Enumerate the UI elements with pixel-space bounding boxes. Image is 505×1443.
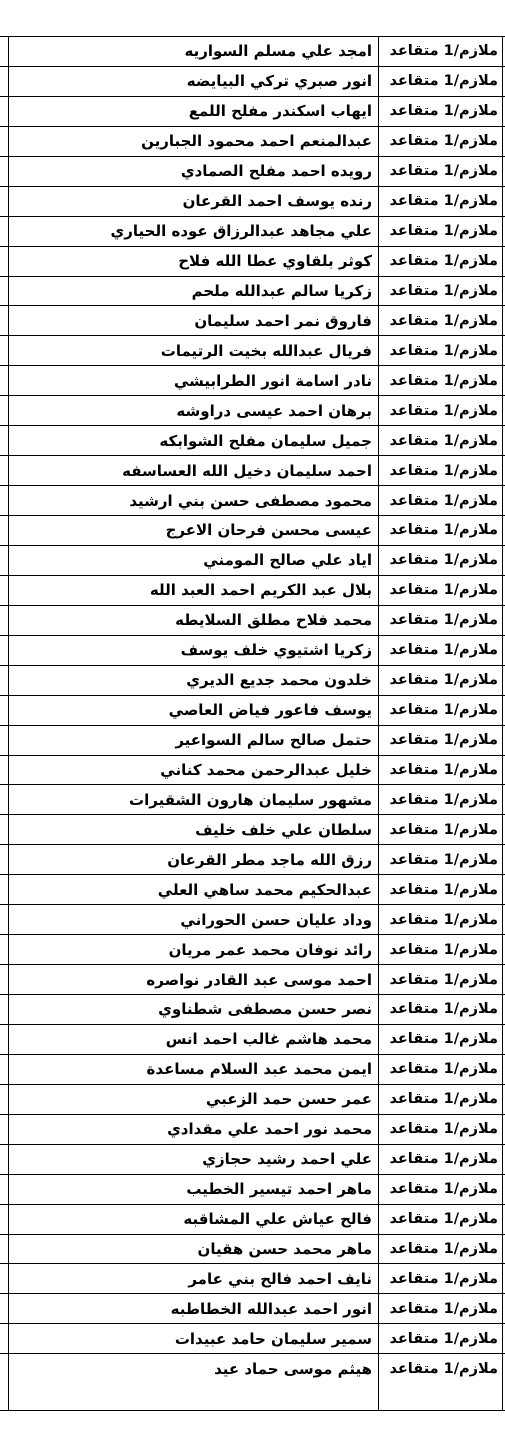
rank-cell: ملازم/1 متقاعد (389, 732, 498, 749)
rank-cell: ملازم/1 متقاعد (389, 1330, 498, 1347)
table-row (0, 277, 505, 307)
name-cell: ماهر احمد تيسير الخطيب (186, 1180, 372, 1199)
name-cell: مشهور سليمان هارون الشقيرات (129, 790, 372, 809)
name-cell: انور صبري تركي البيايضه (186, 72, 372, 91)
rank-cell: ملازم/1 متقاعد (389, 312, 498, 329)
name-cell: نصر حسن مصطفى شطناوي (158, 1000, 372, 1019)
rank-cell: ملازم/1 متقاعد (389, 282, 498, 299)
name-cell: سلطان علي خلف خليف (195, 820, 372, 839)
rank-cell: ملازم/1 متقاعد (389, 1151, 498, 1168)
table-row (0, 1294, 505, 1324)
table-row (0, 1324, 505, 1354)
rank-cell: ملازم/1 متقاعد (389, 642, 498, 659)
name-cell: احمد سليمان دخيل الله العساسفه (122, 461, 372, 480)
table-row (0, 37, 505, 67)
table-row (0, 157, 505, 187)
rank-cell: ملازم/1 متقاعد (389, 612, 498, 629)
table-row (0, 995, 505, 1025)
rank-cell: ملازم/1 متقاعد (389, 851, 498, 868)
rank-cell: ملازم/1 متقاعد (389, 821, 498, 838)
rank-cell: ملازم/1 متقاعد (389, 402, 498, 419)
table-body (0, 37, 505, 1384)
table-row (0, 546, 505, 576)
table-row (0, 396, 505, 426)
rank-cell: ملازم/1 متقاعد (389, 522, 498, 539)
name-cell: ماهر محمد حسن هقيان (197, 1239, 372, 1258)
table-row (0, 67, 505, 97)
rank-cell: ملازم/1 متقاعد (389, 1211, 498, 1228)
rank-cell: ملازم/1 متقاعد (389, 971, 498, 988)
rank-cell: ملازم/1 متقاعد (389, 941, 498, 958)
rank-cell: ملازم/1 متقاعد (389, 881, 498, 898)
table-row (0, 1085, 505, 1115)
rank-cell: ملازم/1 متقاعد (389, 462, 498, 479)
rank-cell: ملازم/1 متقاعد (389, 672, 498, 689)
name-cell: عمر حسن حمد الزعبي (205, 1090, 372, 1109)
table-row (0, 366, 505, 396)
rank-cell: ملازم/1 متقاعد (389, 253, 498, 270)
table-row (0, 1115, 505, 1145)
rank-cell: ملازم/1 متقاعد (389, 1061, 498, 1078)
rank-cell: ملازم/1 متقاعد (389, 1240, 498, 1257)
name-cell: زكريا سالم عبدالله ملحم (191, 281, 372, 300)
name-cell: برهان احمد عيسى دراوشه (176, 401, 372, 420)
table-row (0, 666, 505, 696)
name-cell: خلدون محمد جديع الديري (186, 671, 372, 690)
table-row (0, 756, 505, 786)
name-cell: محمد فلاح مطلق السلايطه (175, 611, 372, 630)
table-row (0, 726, 505, 756)
table-row (0, 636, 505, 666)
name-cell: نادر اسامة انور الطرابيشي (173, 371, 372, 390)
name-cell: جميل سليمان مفلح الشوابكه (159, 431, 372, 450)
name-cell: امجد علي مسلم السواريه (184, 42, 372, 61)
table-row (0, 606, 505, 636)
table-row (0, 217, 505, 247)
table-row (0, 905, 505, 935)
rank-cell: ملازم/1 متقاعد (389, 223, 498, 240)
name-cell: رويده احمد مفلح الصمادي (180, 162, 372, 181)
rank-cell: ملازم/1 متقاعد (389, 1001, 498, 1018)
rank-cell: ملازم/1 متقاعد (389, 163, 498, 180)
table-row (0, 965, 505, 995)
name-cell: نايف احمد فالح بني عامر (188, 1269, 372, 1288)
rank-cell: ملازم/1 متقاعد (389, 582, 498, 599)
name-cell: هيثم موسى حماد عيد (214, 1360, 372, 1379)
name-cell: عبدالحكيم محمد ساهي العلي (157, 880, 372, 899)
table-row (0, 935, 505, 965)
rank-cell: ملازم/1 متقاعد (389, 133, 498, 150)
name-cell: عيسى محسن فرحان الاعرج (165, 521, 372, 540)
name-cell: محمد نور احمد علي مقدادي (167, 1120, 372, 1139)
table-row (0, 1145, 505, 1175)
rank-cell: ملازم/1 متقاعد (389, 1361, 498, 1378)
rank-cell: ملازم/1 متقاعد (389, 193, 498, 210)
table-row (0, 576, 505, 606)
rank-cell: ملازم/1 متقاعد (389, 43, 498, 60)
rank-cell: ملازم/1 متقاعد (389, 432, 498, 449)
rank-cell: ملازم/1 متقاعد (389, 1031, 498, 1048)
name-cell: كوثر بلقاوي عطا الله فلاح (178, 252, 372, 271)
name-cell: احمد موسى عبد القادر نواصره (146, 970, 372, 989)
name-cell: رزق الله ماجد مطر القرعان (167, 850, 372, 869)
table-row (0, 456, 505, 486)
name-cell: وداد عليان حسن الحوراني (180, 910, 372, 929)
name-cell: رائد نوفان محمد عمر مريان (168, 940, 372, 959)
rank-cell: ملازم/1 متقاعد (389, 1121, 498, 1138)
table-row (0, 1354, 505, 1384)
table-row (0, 1175, 505, 1205)
name-cell: علي مجاهد عبدالرزاق عوده الحياري (110, 222, 372, 241)
rank-cell: ملازم/1 متقاعد (389, 1300, 498, 1317)
rank-cell: ملازم/1 متقاعد (389, 73, 498, 90)
name-cell: رنده يوسف احمد القرعان (182, 192, 372, 211)
table-row (0, 187, 505, 217)
rank-cell: ملازم/1 متقاعد (389, 702, 498, 719)
name-cell: انور احمد عبدالله الخطاطبه (170, 1299, 372, 1318)
table-row (0, 1235, 505, 1265)
name-cell: حتمل صالح سالم السواعير (175, 731, 372, 750)
name-cell: محمود مصطفى حسن بني ارشيد (129, 491, 372, 510)
rank-cell: ملازم/1 متقاعد (389, 791, 498, 808)
rank-cell: ملازم/1 متقاعد (389, 1091, 498, 1108)
rank-cell: ملازم/1 متقاعد (389, 1270, 498, 1287)
table-row (0, 127, 505, 157)
table-row (0, 336, 505, 366)
table-row (0, 785, 505, 815)
rank-cell: ملازم/1 متقاعد (389, 761, 498, 778)
table-row (0, 426, 505, 456)
table-row (0, 815, 505, 845)
name-cell: يوسف فاعور فياض العاصي (168, 701, 372, 720)
name-cell: فريال عبدالله بخيت الرتيمات (160, 341, 372, 360)
rank-cell: ملازم/1 متقاعد (389, 1181, 498, 1198)
rank-cell: ملازم/1 متقاعد (389, 492, 498, 509)
name-cell: بلال عبد الكريم احمد العبد الله (149, 581, 372, 600)
table-row (0, 1055, 505, 1085)
table-row (0, 1025, 505, 1055)
rank-cell: ملازم/1 متقاعد (389, 552, 498, 569)
name-cell: زكريا اشتيوي خلف يوسف (180, 641, 372, 660)
table-row (0, 247, 505, 277)
name-cell: سمير سليمان حامد عبيدات (174, 1329, 372, 1348)
name-cell: فالح عياش علي المشاقبه (183, 1210, 372, 1229)
table-row (0, 845, 505, 875)
name-cell: علي احمد رشيد حجازي (202, 1150, 372, 1169)
table-row (0, 486, 505, 516)
name-cell: ايمن محمد عبد السلام مساعدة (146, 1060, 372, 1079)
table-row (0, 516, 505, 546)
table-row (0, 1264, 505, 1294)
rank-cell: ملازم/1 متقاعد (389, 372, 498, 389)
name-cell: عبدالمنعم احمد محمود الجبارين (141, 132, 372, 151)
name-cell: اياد علي صالح المومني (203, 551, 372, 570)
table-row (0, 97, 505, 127)
rank-cell: ملازم/1 متقاعد (389, 911, 498, 928)
table-row (0, 875, 505, 905)
rank-cell: ملازم/1 متقاعد (389, 103, 498, 120)
table-row (0, 1205, 505, 1235)
name-cell: ايهاب اسكندر مفلح اللمع (188, 102, 372, 121)
name-cell: محمد هاشم غالب احمد انس (165, 1030, 372, 1049)
name-cell: فاروق نمر احمد سليمان (194, 311, 372, 330)
table-row (0, 306, 505, 336)
name-cell: خليل عبدالرحمن محمد كناني (160, 760, 372, 779)
rank-cell: ملازم/1 متقاعد (389, 342, 498, 359)
table-row (0, 696, 505, 726)
